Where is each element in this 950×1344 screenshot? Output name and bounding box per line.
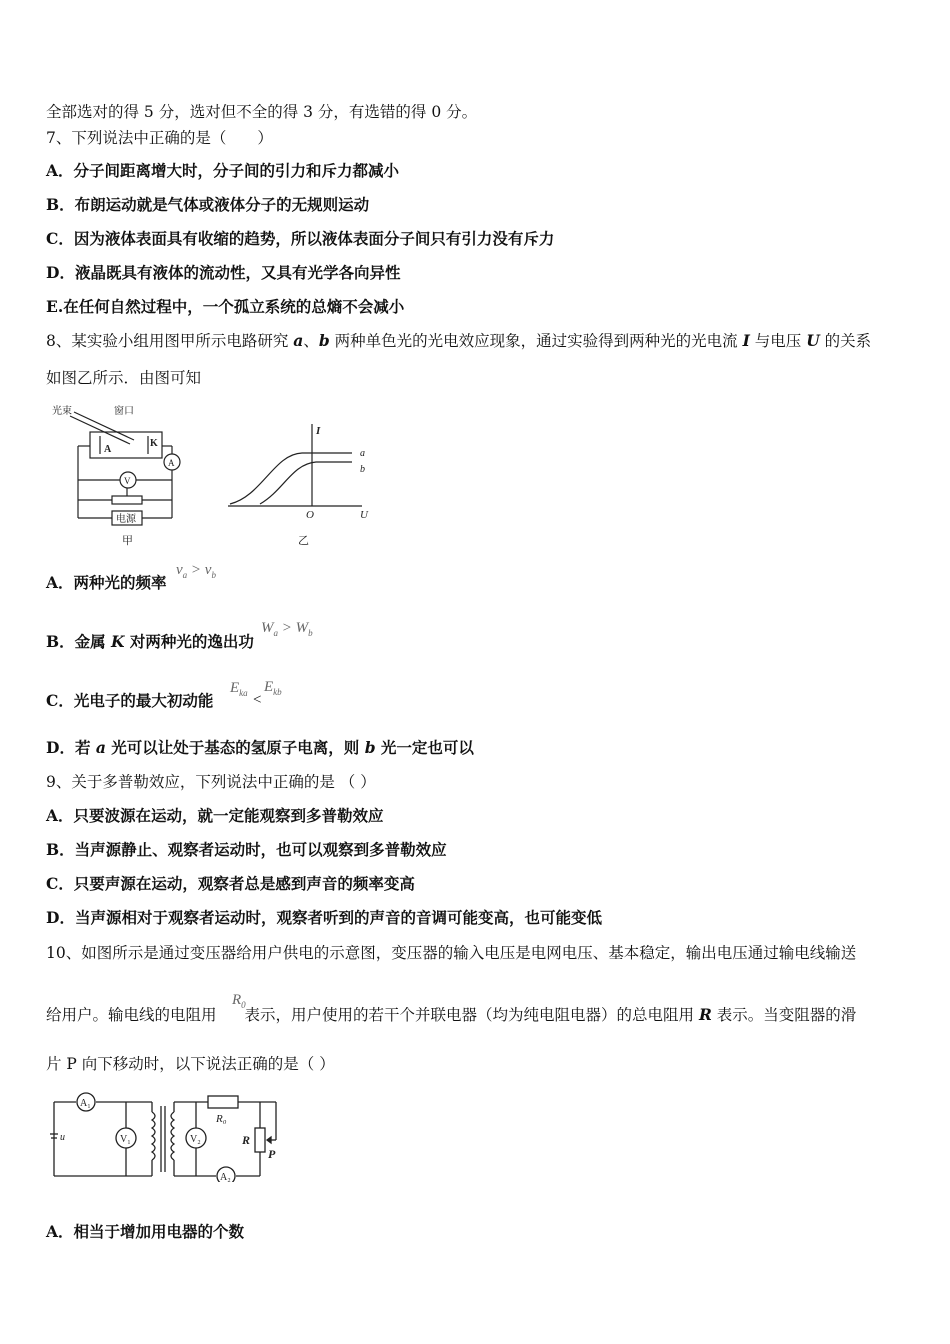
q8d-text-1: D．若 <box>46 738 96 757</box>
e-ka: E <box>230 680 240 696</box>
figure-jia-circuit <box>48 400 198 548</box>
q8-option-d <box>46 738 474 758</box>
q7-option-b: B．布朗运动就是气体或液体分子的无规则运动 <box>46 195 370 214</box>
label-source: 电源 <box>116 514 136 525</box>
label-v1: V₁ <box>120 1134 131 1145</box>
label-a2: A₂ <box>220 1172 231 1182</box>
gt-sign-1: > <box>187 562 205 578</box>
formula-nu-a-gt-nu-b <box>176 562 216 580</box>
q8-option-c: C．光电子的最大初动能 <box>46 691 214 710</box>
figure-transformer-circuit <box>48 1092 284 1182</box>
y-axis-label: I <box>316 425 321 437</box>
x-axis-label: U <box>360 509 368 521</box>
q8d-var-b: b <box>364 738 376 757</box>
nu-b: ν <box>204 562 212 578</box>
q10-text-3: 表示。当变阻器的滑 <box>711 1006 857 1024</box>
q8-text-2: 、 <box>303 332 319 350</box>
q8-var-u: U <box>806 331 820 350</box>
q8d-text-3: 光一定也可以 <box>375 738 474 757</box>
q10-text-1: 给用户。输电线的电阻用 <box>46 1006 217 1024</box>
q8-option-a: A．两种光的频率 <box>46 573 167 592</box>
q8-var-a: a <box>293 331 304 350</box>
q10-stem-line3: 片 P 向下移动时，以下说法正确的是（ ） <box>46 1055 335 1073</box>
less-than-sign: < <box>253 692 262 708</box>
label-plate-a: A <box>104 444 112 455</box>
caption-jia: 甲 <box>122 535 133 547</box>
q10-option-a: A．相当于增加用电器的个数 <box>46 1222 245 1241</box>
q8-var-b: b <box>318 331 330 350</box>
q8-stem-line2: 如图乙所示．由图可知 <box>46 369 202 387</box>
q8-text-5: 的关系 <box>819 332 872 350</box>
q8b-text-2: 对两种光的逸出功 <box>124 632 254 651</box>
scoring-note: 全部选对的得 5 分，选对但不全的得 3 分，有选错的得 0 分。 <box>46 103 478 121</box>
r0-sub: 0 <box>241 1000 246 1010</box>
q8d-text-2: 光可以让处于基态的氢原子电离，则 <box>105 738 365 757</box>
q9-option-a: A．只要波源在运动，就一定能观察到多普勒效应 <box>46 806 384 825</box>
nu-b-sub: b <box>211 570 216 580</box>
q9-option-b: B．当声源静止、观察者运动时，也可以观察到多普勒效应 <box>46 840 447 859</box>
q8-option-b <box>46 632 254 652</box>
q10-stem-line1: 10、如图所示是通过变压器给用户供电的示意图，变压器的输入电压是电网电压、基本稳定，输出电压通过输电线输送 <box>46 944 857 962</box>
q9-stem: 9、关于多普勒效应，下列说法中正确的是 （ ） <box>46 773 376 791</box>
q8-stem-line1 <box>46 331 871 351</box>
figure-yi-graph <box>222 420 372 548</box>
q8-text-1: 8、某实验小组用图甲所示电路研究 <box>46 332 294 350</box>
q7-stem: 7、下列说法中正确的是（ ） <box>46 129 273 147</box>
w-a: W <box>261 620 274 636</box>
origin-label: O <box>306 509 314 521</box>
q7-option-d: D．液晶既具有液体的流动性，又具有光学各向异性 <box>46 263 401 282</box>
q8-text-4: 与电压 <box>749 332 807 350</box>
q8d-var-a: a <box>95 738 106 757</box>
q10-text-2: 表示，用户使用的若干个并联电器（均为纯电阻电器）的总电阻用 <box>244 1006 699 1024</box>
figure-jia-svg <box>48 400 198 548</box>
q8b-var-k: K <box>111 632 125 651</box>
q8-text-3: 两种单色光的光电效应现象，通过实验得到两种光的光电流 <box>329 332 743 350</box>
e-kb: E <box>264 679 274 695</box>
transformer-svg <box>48 1092 284 1182</box>
caption-yi: 乙 <box>298 535 309 547</box>
label-beam: 光束 <box>52 406 72 417</box>
label-voltmeter: V <box>124 476 131 486</box>
formula-eka <box>230 680 248 698</box>
w-b: W <box>295 620 309 636</box>
q7-option-c: C．因为液体表面具有收缩的趋势，所以液体表面分子间只有引力没有斥力 <box>46 229 555 248</box>
label-v2: V₂ <box>190 1134 201 1145</box>
q9-option-d: D．当声源相对于观察者运动时，观察者听到的声音的音调可能变高，也可能变低 <box>46 908 602 927</box>
label-p: P <box>268 1147 276 1161</box>
curve-b-label: b <box>360 464 365 475</box>
r0-symbol: R <box>232 992 242 1008</box>
q8b-text-1: B．金属 <box>46 632 111 651</box>
curve-a-label: a <box>360 448 365 459</box>
w-b-sub: b <box>308 628 313 638</box>
label-u: u <box>60 1132 65 1143</box>
label-plate-k: K <box>150 438 158 449</box>
q10-var-r: R <box>698 1005 712 1024</box>
label-window: 窗口 <box>114 406 134 417</box>
label-r: R <box>242 1133 251 1147</box>
label-r0: R₀ <box>216 1113 227 1125</box>
formula-r0 <box>232 992 246 1010</box>
figure-yi-svg <box>222 420 372 548</box>
q8-var-i: I <box>742 331 750 350</box>
formula-ekb <box>264 679 282 697</box>
q7-option-a: A．分子间距离增大时，分子间的引力和斥力都减小 <box>46 161 400 180</box>
nu-a-sub: a <box>182 570 188 580</box>
q9-option-c: C．只要声源在运动，观察者总是感到声音的频率变高 <box>46 874 415 893</box>
gt-sign-2: > <box>278 620 296 636</box>
w-a-sub: a <box>273 628 278 638</box>
label-ammeter: A <box>168 458 175 468</box>
nu-a: ν <box>176 562 183 578</box>
e-kb-sub: kb <box>273 687 282 697</box>
q7-option-e: E.在任何自然过程中，一个孤立系统的总熵不会减小 <box>46 297 405 316</box>
curve-a-line <box>230 453 352 504</box>
e-ka-sub: ka <box>239 688 248 698</box>
formula-wa-gt-wb <box>261 620 313 638</box>
label-a1: A₁ <box>80 1098 91 1109</box>
q10-stem-line2 <box>46 1005 856 1025</box>
